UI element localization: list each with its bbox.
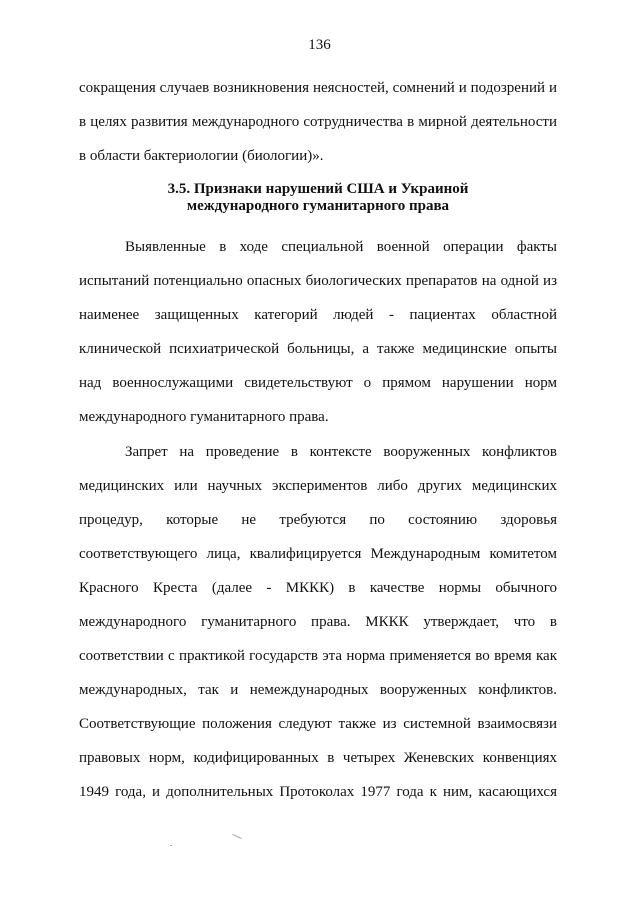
section-heading — [79, 181, 557, 215]
text-line: Запрет на проведение в контексте вооруженных конфликтов — [125, 444, 557, 460]
text-line: соответствующего лица, квалифицируется Международным комитетом — [79, 546, 557, 562]
section-title-line: 3.5. Признаки нарушений США и Украиной — [167, 181, 469, 197]
text-line: международного гуманитарного права. МККК утверждает, что в — [79, 614, 557, 630]
text-line: Красного Креста (далее - МККК) в качестве нормы обычного — [79, 580, 557, 596]
text-line: международного гуманитарного права. — [79, 409, 329, 425]
text-line: испытаний потенциально опасных биологических препаратов на одной из — [79, 273, 557, 289]
text-line: правовых норм, кодифицированных в четырех Женевских конвенциях — [79, 750, 557, 766]
paragraph — [79, 435, 557, 809]
scan-artifact — [170, 845, 172, 846]
section-title-line: международного гуманитарного права — [186, 198, 450, 214]
text-line: Соответствующие положения следуют также из системной взаимосвязи — [79, 716, 557, 732]
text-line: Выявленные в ходе специальной военной операции факты — [125, 239, 557, 255]
text-line: в области бактериологии (биологии)». — [79, 148, 324, 164]
text-line: клинической психиатрической больницы, а также медицинские опыты — [79, 341, 557, 357]
paragraph — [79, 230, 557, 434]
text-line: международных, так и немеждународных вооруженных конфликтов. — [79, 682, 557, 698]
intro-text — [79, 71, 557, 173]
text-line: над военнослужащими свидетельствуют о прямом нарушении норм — [79, 375, 557, 391]
text-line: процедур, которые не требуются по состоянию здоровья — [79, 512, 557, 528]
text-line: наименее защищенных категорий людей - пациентах областной — [79, 307, 557, 323]
text-line: медицинских или научных экспериментов либо других медицинских — [79, 478, 557, 494]
text-line: в целях развития международного сотрудничества в мирной деятельности — [79, 114, 557, 130]
text-line: соответствии с практикой государств эта норма применяется во время как — [79, 648, 557, 664]
text-line: сокращения случаев возникновения неясностей, сомнений и подозрений и — [79, 80, 557, 96]
text-line: 1949 года, и дополнительных Протоколах 1977 года к ним, касающихся — [79, 784, 557, 800]
page-number: 136 — [308, 37, 331, 53]
scan-artifact — [232, 834, 241, 839]
